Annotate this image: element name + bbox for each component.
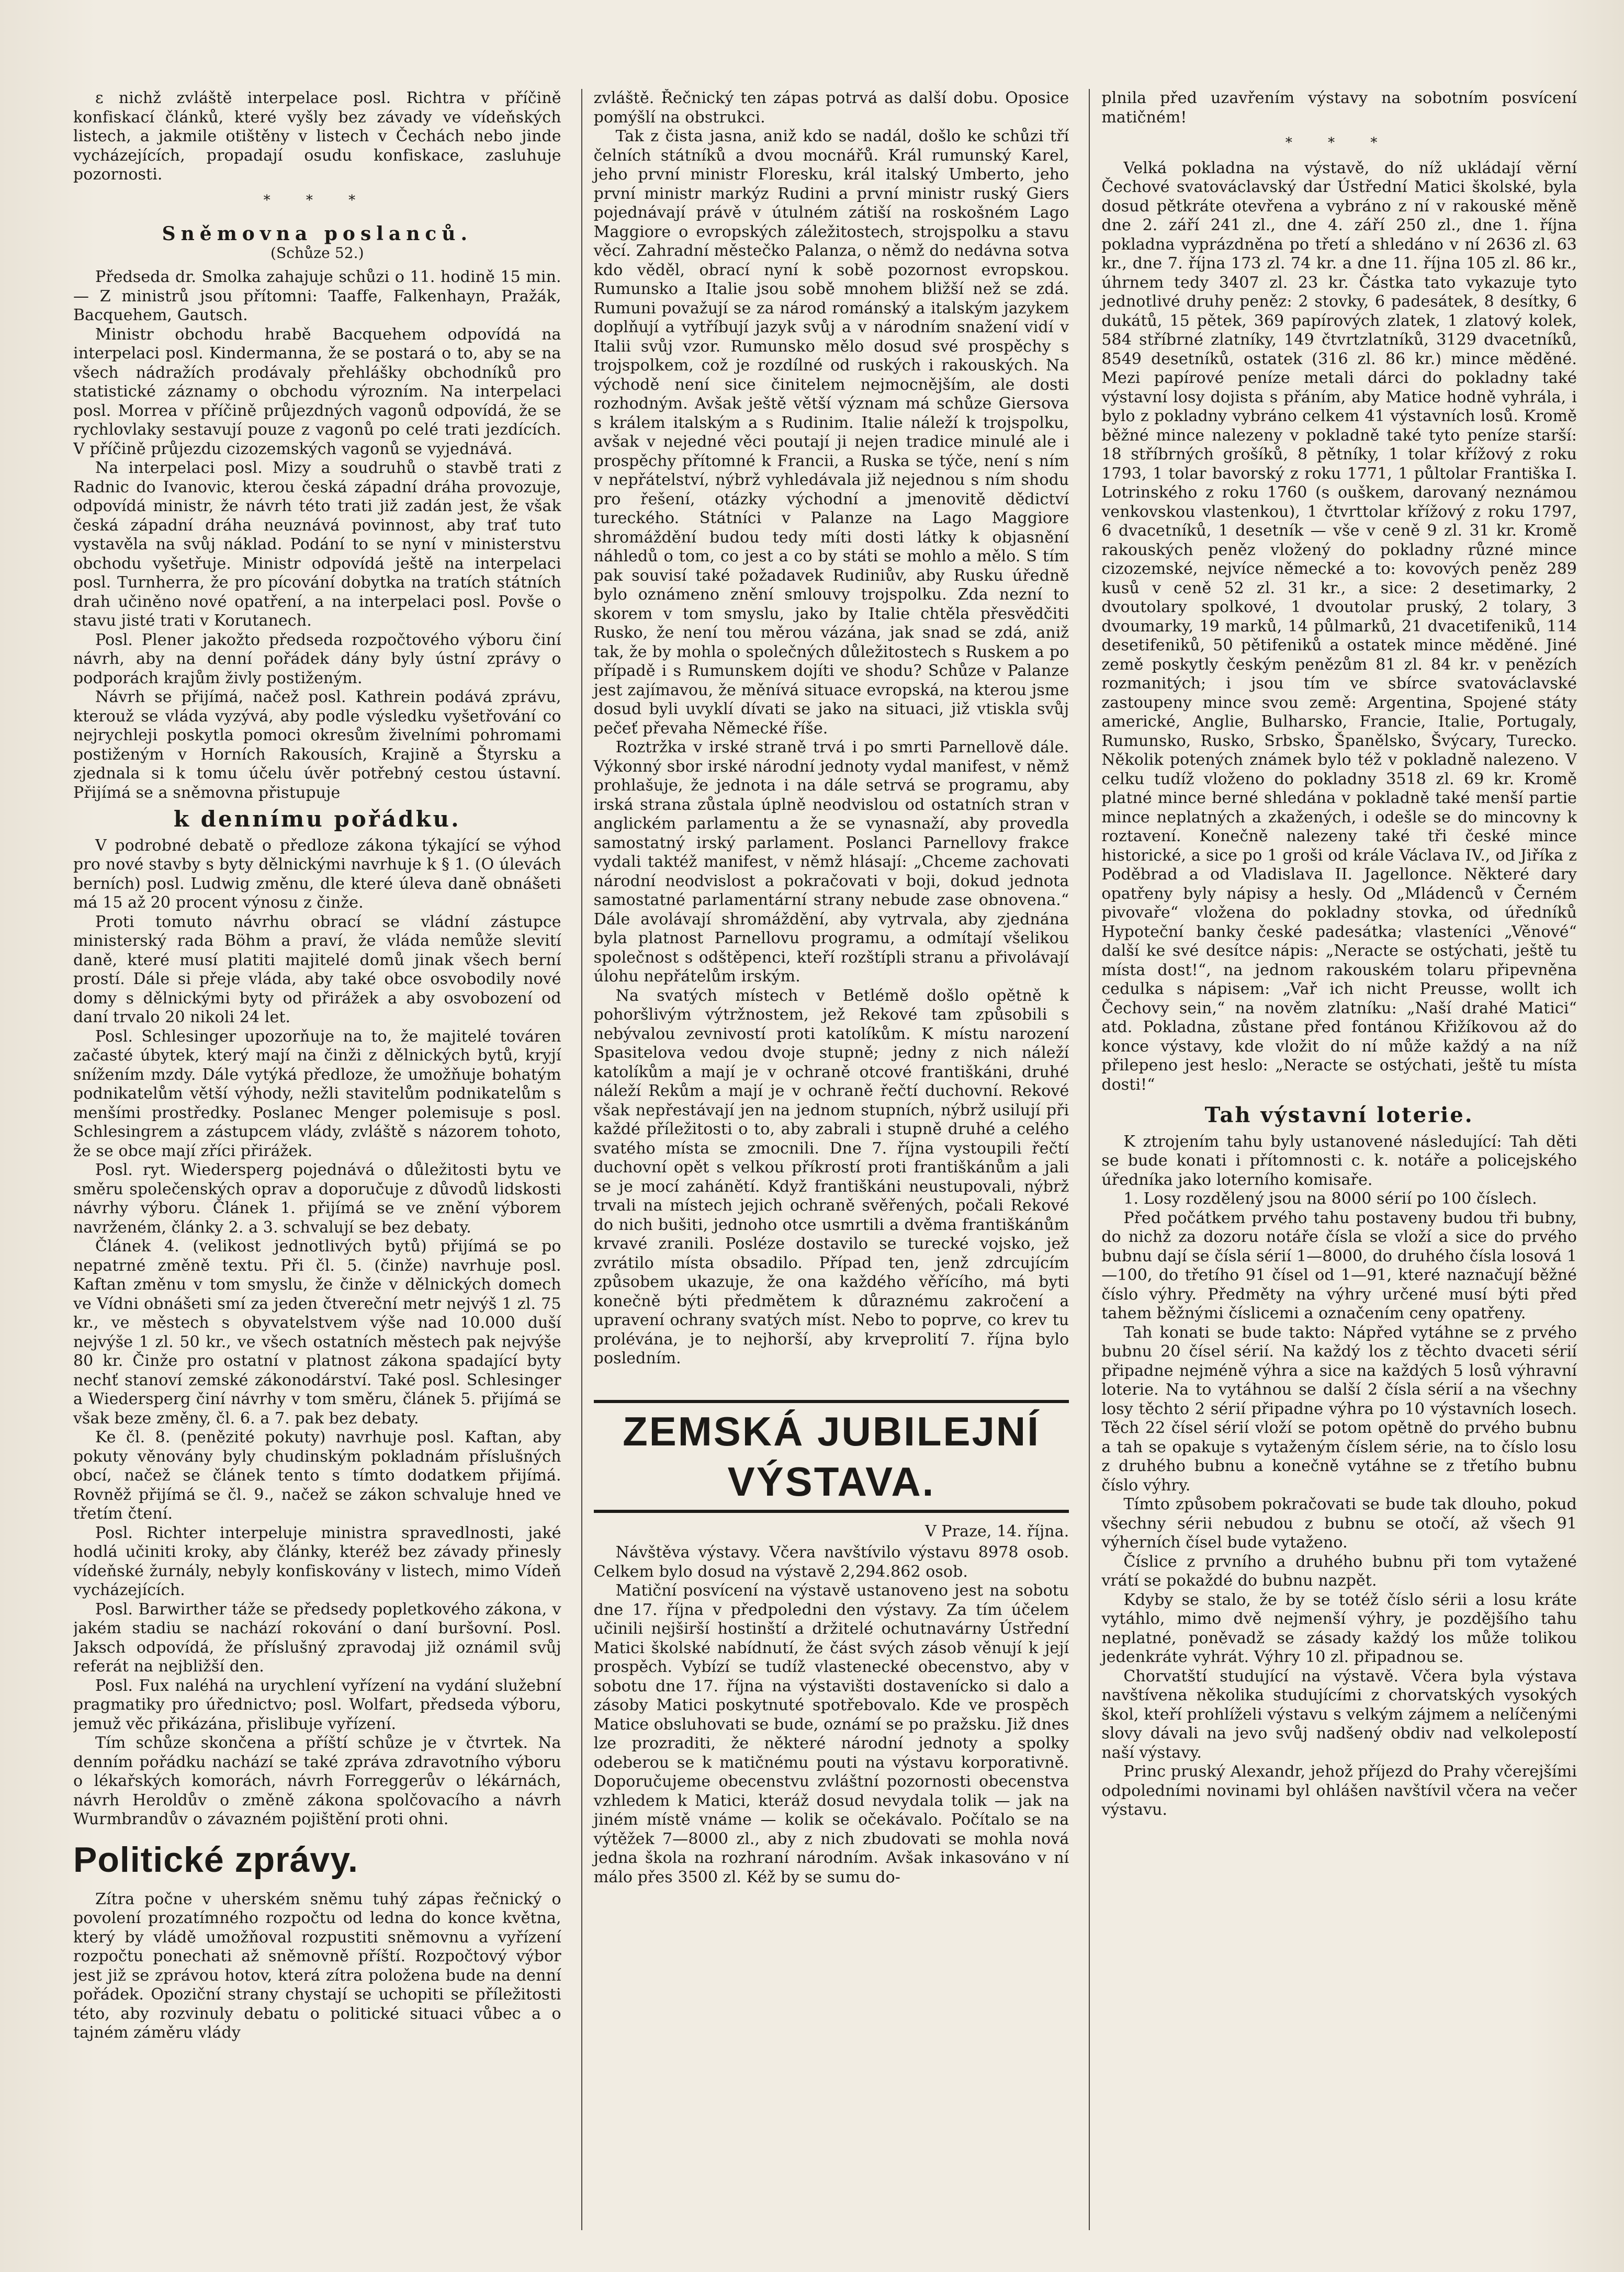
paragraph: Před počátkem prvého tahu postaveny budou tři bubny, do nichž za dozoru notáře čísla se vloží a sice do prvého bubnu dají se čísla sérií 1—8000, do druhého čísla losová 1—100, do třetího 91 čísel od 1—91, které naznačují běžné číslo výhry. Předměty na výhry určené musí býti před tahem běžnými číslicemi a označením ceny opatřeny.: [1101, 1208, 1577, 1322]
paragraph: Předseda dr. Smolka zahajuje schůzi o 11. hodině 15 min. — Z ministrů jsou přítomni: Taaffe, Falkenhayn, Pražák, Bacquehem, Gautsch.: [73, 268, 561, 324]
paragraph: Návrh se přijímá, načež posl. Kathrein podává zprávu, kterouž se vláda vyzývá, aby podle výsledku vyšetřování co nejrychleji poskytla pomoci okresům živelními pohromami postiženým v Horních Rakousích, Krajině a Štyrsku a zjednala si k tomu účelu úvěr potřebný cestou ústavní. Přijímá se a sněmovna přistupuje: [73, 688, 561, 802]
column-1: [73, 89, 561, 2230]
paragraph: Na svatých místech v Betlémě došlo opětně k pohoršlivým výtržnostem, jež Rekové tam způsobili s nebývalou zevnivostí proti katolíkům. K místu narození Spasitelova vedou dvoje stupně; jedny z nich náleží katolíkům a mají je v ochraně otcové františkáni, druhé náleží Rekům a mají je v ochraně řečtí duchovní. Rekové však nepřestávají jen na jednom stupních, nýbrž usilují při každé příležitosti o to, aby zabrali i stupně druhé a celého svatého místa se zmocnili. Dne 7. října vystoupili řečtí duchovní opět s velkou příkrostí proti františkánům a jali se je mocí zahánětí. Když františkáni neustupovali, nýbrž trvali na místech jejich ochraně svěřených, počali Rekové do nich bušiti, jednoho otce usmrtili a dvěma františkánům krvavé zranili. Posléze dostavilo se turecké vojsko, jež zvrátilo místa obsadilo. Případ ten, jenž zdrcujícím způsobem ukazuje, že ona každého věřícího, má byti konečně býti předmětem k důraznému zakročení a upravení ochrany svatých míst. Nebo to poprve, co krev tu prolévána, je to nejhorší, aby krveprolití 7. října bylo posledním.: [593, 986, 1069, 1367]
dateline: V Praze, 14. října.: [924, 1522, 1069, 1541]
paragraph: Číslice z prvního a druhého bubnu při tom vytažené vrátí se pokaždé do bubnu nazpět.: [1101, 1552, 1577, 1590]
paragraph: Posl. Fux naléhá na urychlení vyřízení na vydání služební pragmatiky pro úřednictvo; posl. Wolfart, předseda výboru, jemuž věc přikázána, přislibuje vyřízení.: [73, 1676, 561, 1733]
paragraph: zvláště. Řečnický ten zápas potrvá as další dobu. Oposice pomýšlí na obstrukci.: [593, 89, 1069, 127]
columns: [73, 89, 1577, 2230]
paragraph: Posl. Barwirther táže se předsedy popletkového zákona, v jakém stadiu se nachází rokování o daní buršovní. Posl. Jaksch odpovídá, že příslušný zpravodaj již oznámil svůj referát na nejbližší den.: [73, 1600, 561, 1676]
section-title: Sněmovna poslanců.: [162, 223, 473, 245]
paragraph: Kdyby se stalo, že by se totéž číslo sérii a losu kráte vytáhlo, mimo dvě nejmenší výhry, je pozdějšího tahu neplatné, poněvadž se zásady každý los může tolikou jedenkráte vyhrát. Výhry 10 zl. připadnou se.: [1101, 1590, 1577, 1666]
paragraph: Velká pokladna na výstavě, do níž ukládají věrní Čechové svatováclavský dar Ústřední Matici školské, byla dosud pětkráte otevřena a vybráno z ní v rakouské měně dne 2. září 241 zl., dne 4. září 250 zl., dne 1. října pokladna vyprázdněna po třetí a shledáno v ní 2636 zl. 63 kr., dne 7. října 173 zl. 74 kr. a dne 11. října 105 zl. 86 kr., úhrnem tedy 3407 zl. 23 kr. Částka tato vykazuje tyto jednotlivé druhy peněz: 2 stovky, 6 padesátek, 8 desítky, 6 dukátů, 15 pětek, 369 papírových zlatek, 1 zlatový kolek, 584 stříbrné zlatníky, 149 čtvrtzlatníků, 3129 dvacetníků, 8549 desetníků, ostatek (316 zl. 86 kr.) mince měděné. Mezi papírové peníze metali dárci do pokladny také výstavní losy dojista s přáním, aby Matice hodně vyhrála, i bylo z pokladny vybráno celkem 41 výstavních losů. Kromě běžné mince nalezeny v pokladně také tyto peníze starší: 18 stříbrných grošíků, 8 pětníky, 1 tolar křížový z roku 1793, 1 tolar bavorský z roku 1771, 1 půltolar Františka I. Lotrinského z roku 1760 (s ouškem, darovaný neznámou venkovskou vlastenkou), 1 čtvrttolar křížový z roku 1797, 6 dvacetníků, 1 desetník — vše v ceně 9 zl. 31 kr. Kromě rakouských peněz vložený do pokladny různé mince cizozemské, nejvíce německé a to: kovových peněz 289 kusů v ceně 52 zl. 31 kr., a sice: 2 desetimarky, 2 dvoutolary spolkové, 1 dvoutolar pruský, 2 tolary, 3 dvoumarky, 19 marků, 14 půlmarků, 21 dvacetifeniků, 114 desetifeniků, 50 pětifeniků a ostatek mince měděné. Jiné země poskytly českým penězům 81 zl. 84 kr. v penězích rozmanitých; i jsou tím ve sbírce svatováclavské zastoupeny mince svou země: Argentina, Spojené státy americké, Anglie, Bulharsko, Francie, Italie, Portugaly, Rumunsko, Rusko, Srbsko, Španělsko, Švýcary, Turecko. Několik potených známek bylo též v pokladně nalezeno. V celku tudíž vloženo do pokladny 3518 zl. 69 kr. Kromě platné mince berné shledána v pokladně také menší partie mince neplatných a zkažených, i odešle se do mincovny k roztavení. Konečně nalezeny také tři české mince historické, a sice po 1 groši od krále Václava IV., od Jiříka z Poděbrad a od Vladislava II. Jagellonce. Některé dary opatřeny byly nápisy a hesly. Od „Mládenců v Černém pivovaře“ vložena do pokladny stovka, od úředníků Hypoteční banky české padesátka; vlasteníci „Věnové“ další ke své desítce nápis: „Neracte se ostýchati, ještě tu místa dost!“, na jednom rakouském tolaru připevněna cedulka s nápisem: „Vař ich nicht Preusse, wollt ich Čechovy sein,“ na nověm zlatníku: „Naší drahé Matici“ atd. Pokladna, zůstane před fontánou Křižíkovou až do konce výstavy, kde vložit do ní může každý a na níž přilepeno jest heslo: „Neracte se ostýchati, ještě tu místa dosti!“: [1101, 159, 1577, 1094]
separator-stars: * * *: [1285, 135, 1393, 151]
section-subtitle: (Schůze 52.): [270, 244, 364, 262]
paragraph: Návštěva výstavy. Včera navštívilo výstavu 8978 osob. Celkem bylo dosud na výstavě 2,294.862 osob.: [593, 1543, 1069, 1581]
paragraph: Chorvatští studující na výstavě. Včera byla výstava navštívena několika studujícími z chorvatských vysokých škol, kteří prohlíželi výstavu s velkým zájmem a nelíčenými slovy dávali na jevo svůj nadšený obdiv nad velkolepostí naší výstavy.: [1101, 1667, 1577, 1762]
paragraph: Matiční posvícení na výstavě ustanoveno jest na sobotu dne 17. října v předpoledni den výstavy. Za tím účelem učinili nejširší hostinští a držitelé ochutnavárny Ústřední Matici školské nabídnutí, že část svých zásob věnují k její prospěch. Vybízí se tudíž vlastenecké obecenstvo, aby v sobotu dne 17. října na výstavišti dostavenícko si dalo a zásoby Matici poskytnuté spotřebovalo. Kde ve prospěch Matice obsluhovati se bude, oznámí se po pražsku. Již dnes lze prozraditi, že některé národní jednoty a spolky odeberou se k matičnému pouti na výstavu korporativně. Doporučujeme obecenstvu zvláštní pozornosti obecenstva vzhledem k Matici, kteráž dosud nevydala tolik — jak na jiném místě vnáme — kolik se očekávalo. Počítalo se na výtěžek 7—8000 zl., aby z nich zbudovati se mohla nová jedna škola na rozhraní národním. Avšak inkasováno v ní málo přes 3500 zl. Kéž by se sumu do-: [593, 1581, 1069, 1886]
column-body: [73, 89, 561, 2043]
paragraph: Tah konati se bude takto: Nápřed vytáhne se z prvého bubnu 20 čísel sérií. Na každý los z těchto dvaceti sérií připadne nejméně výhra a sice na každých 5 losů výhravní loterie. Na to vytáhnou se další 2 čísla sérií a na všechny losy těchto 2 sérií připadne výhra po 10 výstavních losech. Těch 22 čísel sérií vloží se potom opětně do prvého bubnu a tah se opakuje s vytaženým číslem série, na to číslo losu z druhého bubnu a konečně vytáhne se z třetího bubnu číslo výhry.: [1101, 1323, 1577, 1495]
paragraph: V podrobné debatě o předloze zákona týkající se výhod pro nové stavby s byty dělnickými navrhuje k § 1. (O úlevách berních) posl. Ludwig změnu, dle které úleva daně obnášeti má 15 až 20 procent výnosu z činže.: [73, 836, 561, 912]
paragraph: Tím schůze skončena a příští schůze je v čtvrtek. Na denním pořádku nachází se také zpráva zdravotního výboru o lékařských komorách, návrh Forreggerův o lékárnách, návrh Heroldův o změně zákona spolčovacího a návrh Wurmbrandův o závazném pojištění proti ohni.: [73, 1734, 561, 1828]
paragraph: Ministr obchodu hrabě Bacquehem odpovídá na interpelaci posl. Kindermanna, že se postará o to, aby se na všech nádražích prodávaly přehlášky obchodníků pro statistické záznamy o obchodu výrozním. Na interpelaci posl. Morrea v příčině průjezdných vagonů odpovídá, že se rychlovlaky sestavují pouze z vagonů po celé trati jezdících. V příčině průjezdu cizozemských vagonů se vyjednává.: [73, 325, 561, 458]
paragraph: Posl. Richter interpeluje ministra spravedlnosti, jaké hodlá učiniti kroky, aby články, kteréž bez závady přinesly vídeňské žurnály, nebyly konfiskovány v listech, mimo Vídeň vycházejících.: [73, 1523, 561, 1599]
section-heading: Politické zprávy.: [73, 1839, 358, 1880]
paragraph: 1. Losy rozdělený jsou na 8000 sérií po 100 číslech.: [1123, 1190, 1537, 1208]
paragraph: Proti tomuto návrhu obrací se vládní zástupce ministerský rada Böhm a praví, že vláda nemůže slevití daně, které musí platiti majitelé domů jinak všech berní prostí. Dále si přeje vláda, aby také obce osvobodily nové domy s dělnickými byty od přirážek a aby osvobození od daní trvalo 20 nikoli 24 let.: [73, 912, 561, 1026]
paragraph: Posl. ryt. Wiedersperg pojednává o důležitosti bytu ve směru společenských oprav a doporučuje z důvodů lidskosti návrhy výboru. Článek 1. přijímá se ve znění výborem navrženém, články 2. a 3. schvalují se bez debaty.: [73, 1161, 561, 1237]
paragraph: Tak z čista jasna, aniž kdo se nadál, došlo ke schůzi tří čelních státníků a dvou mocnářů. Král rumunský Karel, jeho první ministr Floresku, král italský Umberto, jeho první ministr markýz Rudini a první ministr ruský Giers pojednávají právě v útulném zátiší na roskošném Lago Maggiore o evropských záležitostech, strojspolku a stavu věcí. Zahradní městečko Palanza, o němž do nedávna sotva kdo věděl, obrací nyní k sobě pozornost evropskou. Rumunsko a Italie jsou sobě mnohem bližší než se zdá. Rumuni považují se za národ románský a italským jazykem doplňují a vytříbují jazyk svůj a v národním snažení vidí v Italii svůj vzor. Rumunsko mělo dosud své prospěchy s trojspolkem, což je rozdílné od ruských i rakouských. Na východě není sice činitelem nejmocnějším, ale dosti rozhodným. Avšak ještě větší význam má schůze Giersova s králem italským a s Rudinim. Italie náleží k trojspolku, avšak v nejedné věci poutají ji nejen tradice minulé ale i prospěchy přítomné k Francii, a Ruska se týče, není s ním v nepřátelství, nýbrž vyhledávala již nejednou s ním shodu pro řešení, otázky východní a jmenovitě dědictví tureckého. Státníci v Palanze na Lago Maggiore shromáždění budou tedy míti dosti látky k objasnění náhledů o tom, co jest a co by státi se mohlo a mělo. S tím pak souvisí také požadavek Rudiniův, aby Rusku úředně bylo oznámeno znění smlouvy trojspolku. Zda nezní to skorem v tom smyslu, jako by Italie chtěla přesvědčiti Rusko, že není tou měrou vázána, jak snad se zdá, aniž tak, že by mohla o společných důležitostech s Ruskem a po případě i s Rumunskem dojíti ve shodu? Schůze v Palanze jest zajímavou, že měnívá situace evropská, na kterou jsme dosud byli uvyklí dívati se jako na situaci, již vtiskla svůj pečeť převaha Německé říše.: [593, 127, 1069, 738]
column-2: [581, 89, 1069, 2230]
paragraph: K ztrojením tahu byly ustanovené následující: Tah děti se bude konati i přítomnosti c. k. notáře a policejského úředníka jako loterního komisaře.: [1101, 1132, 1577, 1189]
paragraph: Posl. Plener jakožto předseda rozpočtového výboru činí návrh, aby na denní pořádek dány byly ústní zprávy o podporách krajům živly postiženým.: [73, 630, 561, 687]
banner-heading: ZEMSKÁ JUBILEJNÍ VÝSTAVA.: [594, 1400, 1069, 1513]
separator-stars: * * *: [263, 192, 371, 208]
paragraph: Posl. Schlesinger upozorňuje na to, že majitelé továren začasté úbytek, který mají na činži z dělnických bytů, kryjí snížením mzdy. Dále vytýká předloze, že umožňuje bohatým podnikatelům větší výhody, nežli stavitelům podnikatelům s menšími prostředky. Poslanec Menger polemisuje s posl. Schlesingrem a zástupcem vlády, zvláště s názorem tohoto, že se obce mají zříci přirážek.: [73, 1027, 561, 1160]
paragraph: ε nichž zvláště interpelace posl. Richtra v příčině konfiskací článků, které vyšly bez závady ve vídeňských listech, a jakmile otištěny v listech v Čechách nebo jinde vycházejících, propadají osudu konfiskace, zasluhuje pozornosti.: [73, 89, 561, 184]
paragraph: Článek 4. (velikost jednotlivých bytů) přijímá se po nepatrné změně textu. Při čl. 5. (činže) navrhuje posl. Kaftan změnu v tom smyslu, že činže v dělnických domech ve Vídni obnášeti smí za jeden čtvereční metr nejvýš 1 zl. 75 kr., ve městech s obyvatelstvem výše nad 10.000 duší nejvýše 1 zl. 50 kr., ve všech ostatních městech pak nejvýše 80 kr. Činže pro ostatní v platnost zákona spadající byty nechť stanoví zemské zákonodárství. Také posl. Schlesinger a Wiedersperg činí návrhy v tom směru, článek 5. přijímá se však beze změny, čl. 6. a 7. pak bez debaty.: [73, 1237, 561, 1428]
column-3: [1089, 89, 1577, 2230]
column-body: [1101, 89, 1577, 1820]
paragraph: Ke čl. 8. (penězité pokuty) navrhuje posl. Kaftan, aby pokuty věnovány byly chudinským pokladnám příslušných obcí, načež se článek tento s tímto dodatkem přijímá. Rovněž přijímá se čl. 9., načež se zákon schvaluje hned ve třetím čtení.: [73, 1428, 561, 1523]
subheading: k dennímu pořádku.: [173, 806, 461, 832]
bold-heading: Tah výstavní loterie.: [1204, 1103, 1474, 1127]
column-body: [594, 89, 1069, 1887]
paragraph: Roztržka v irské straně trvá i po smrti Parnellově dále. Výkonný sbor irské národní jednoty vydal manifest, v němž prohlašuje, že jednota i na dále setrvá se programu, aby irská strana zůstala úplně neodvislou od ostatních stran v anglickém parlamentu a že se vynasnaží, aby provedla samostatný irský parlament. Poslanci Parnellovy frakce vydali taktéž manifest, v němž hlásají: „Chceme zachovati národní neodvislost a pokračovati v boji, dokud jednota samostatné parlamentární strany nebude zase obnovena.“ Dále avolávají shromáždění, aby vytrvala, aby zjednána byla platnost Parnellovu programu, a odmítají všelikou společnost s odštěpenci, kteří rozštípli stranu a přivolávají úlohu nepřátelům irským.: [593, 738, 1069, 986]
paragraph: Na interpelaci posl. Mizy a soudruhů o stavbě trati z Radnic do Ivanovic, kterou česká západní dráha provozuje, odpovídá ministr, že návrh této trati již zadán jest, že však česká západní dráha neuznává povinnost, aby trať tuto vystavěla na svůj náklad. Podání to se nyní v ministerstvu obchodu vyšetřuje. Ministr odpovídá ještě na interpelaci posl. Turnherra, že pro pícování dobytka na tratích státních drah učiněno nové opatření, a na interpelaci posl. Povše o stavu jisté trati v Korutanech.: [73, 459, 561, 630]
paragraph: Zítra počne v uherském sněmu tuhý zápas řečnický o povolení prozatímného rozpočtu od ledna do konce května, který by vládě umožňoval rozpustiti sněmovnu a vyřízení rozpočtu ponechati až sněmovně příští. Rozpočtový výbor jest již se zprávou hotov, která zítra položena bude na denní pořádek. Opoziční strany chystají se uchopiti se příležitosti této, aby rozvinuly debatu o politické situaci vůbec a o tajném záměru vlády: [73, 1890, 561, 2042]
paragraph: Tímto způsobem pokračovati se bude tak dlouho, pokud všechny sérii nebudou z bubnu se otočí, až všech 91 výherních čísel bude vytaženo.: [1101, 1495, 1577, 1552]
paragraph: plnila před uzavřením výstavy na sobotním posvícení matičném!: [1101, 89, 1577, 127]
paragraph: Princ pruský Alexandr, jehož příjezd do Prahy včerejšími odpoledními novinami byl ohlášen navštívil včera na večer výstavu.: [1101, 1762, 1577, 1819]
